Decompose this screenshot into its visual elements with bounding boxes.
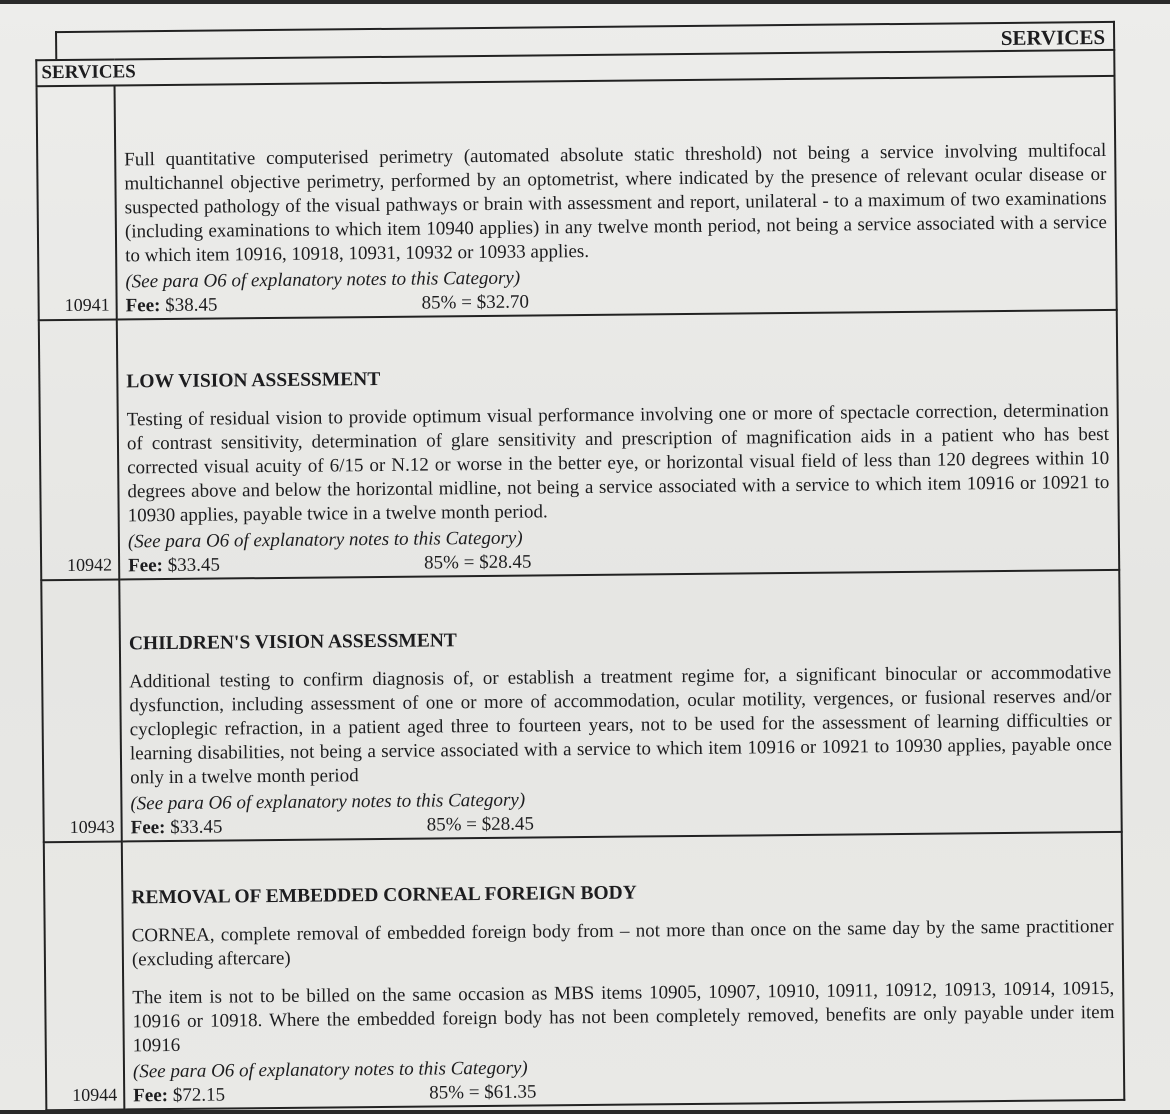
section-title: LOW VISION ASSESSMENT xyxy=(126,368,381,393)
section-title: REMOVAL OF EMBEDDED CORNEAL FOREIGN BODY xyxy=(131,882,637,909)
page-header-services: SERVICES xyxy=(55,21,1115,59)
fee-85-percent: 85% = $28.45 xyxy=(424,551,532,574)
document-sheet xyxy=(29,21,1143,1107)
section-title: CHILDREN'S VISION ASSESSMENT xyxy=(128,630,457,655)
item-content xyxy=(115,76,1117,320)
fee-amount: $38.45 xyxy=(165,294,218,317)
item-number: 10942 xyxy=(39,319,119,580)
explanatory-note: (See para O6 of explanatory notes to this Category) xyxy=(127,527,523,553)
fee-amount: $33.45 xyxy=(167,554,221,577)
item-number: 10944 xyxy=(44,841,125,1110)
fee-label: Fee: xyxy=(133,1084,173,1107)
item-content xyxy=(122,832,1125,1110)
item-description: Additional testing to confirm diagnosis of, or establish a treatment regime for, a significant binocular or accommodative dysfunction, including assessment of one or more of accommodation, ocular motility, vergences, or fusional reserves and/or cycloplegic refraction, in a patient aged three to fourteen years, not to be used for the assessment of learning difficulties or learning disabilities, not being a service associated with a service to which item 10916 or 10921 to 10930 applies, payable once only in a twelve month period xyxy=(129,661,1113,789)
item-description: Full quantitative computerised perimetry (automated absolute static threshold) not being a service involving multifocal multichannel objective perimetry, performed by an optometrist, where indicated by the presence of relevant ocular disease or suspected pathology of the visual pathways or brain with assessment and report, unilateral - to a maximum of two examinations (including examinations to which item 10940 applies) in any twelve month period, not being a service associated with a service to which item 10916, 10918, 10931, 10932 or 10933 applies. xyxy=(124,139,1107,267)
item-billing-rule: The item is not to be billed on the same occasion as MBS items 10905, 10907, 10910, 10911, 10912, 10913, 10914, 10915, 10916 or 10918. Where the embedded foreign body has not been completely removed, benefits are only payable under item 10916 xyxy=(132,977,1115,1057)
fee-label: Fee: xyxy=(130,817,171,839)
item-number: 10943 xyxy=(41,579,122,842)
item-description: Testing of residual vision to provide optimum visual performance involving one or more of spectacle correction, determination of contrast sensitivity, determination of glare sensitivity and prescription of magnification aids in a patient who has best corrected visual acuity of 6/15 or N.12 or worse in the better eye, or horizontal visual field of less than 120 degrees within 10 degrees above and below the horizontal midline, not being a service associated with a service to which item 10916 or 10921 to 10930 applies, payable twice in a twelve month period. xyxy=(126,399,1110,527)
explanatory-note: (See para O6 of explanatory notes to this Category) xyxy=(130,789,526,815)
fee-85-percent: 85% = $61.35 xyxy=(429,1081,537,1104)
fee-85-percent: 85% = $28.45 xyxy=(426,813,535,836)
item-content xyxy=(117,310,1119,580)
table-row xyxy=(41,570,1121,842)
item-content xyxy=(119,570,1121,842)
services-table xyxy=(35,49,1125,1111)
table-row xyxy=(39,310,1119,580)
fee-amount: $72.15 xyxy=(172,1084,226,1106)
explanatory-note: (See para O6 of explanatory notes to this Category) xyxy=(132,1057,528,1083)
table-row xyxy=(44,832,1125,1110)
table-row xyxy=(37,76,1117,320)
item-number: 10941 xyxy=(37,86,117,321)
fee-85-percent: 85% = $32.70 xyxy=(421,291,530,314)
item-description: CORNEA, complete removal of embedded foreign body from – not more than once on the same day by the same practitioner (excluding aftercare) xyxy=(131,915,1114,971)
explanatory-note: (See para O6 of explanatory notes to this Category) xyxy=(125,267,521,293)
fee-label: Fee: xyxy=(128,555,168,577)
fee-label: Fee: xyxy=(125,295,166,317)
table-title: SERVICES xyxy=(36,50,1114,86)
fee-amount: $33.45 xyxy=(170,816,223,839)
